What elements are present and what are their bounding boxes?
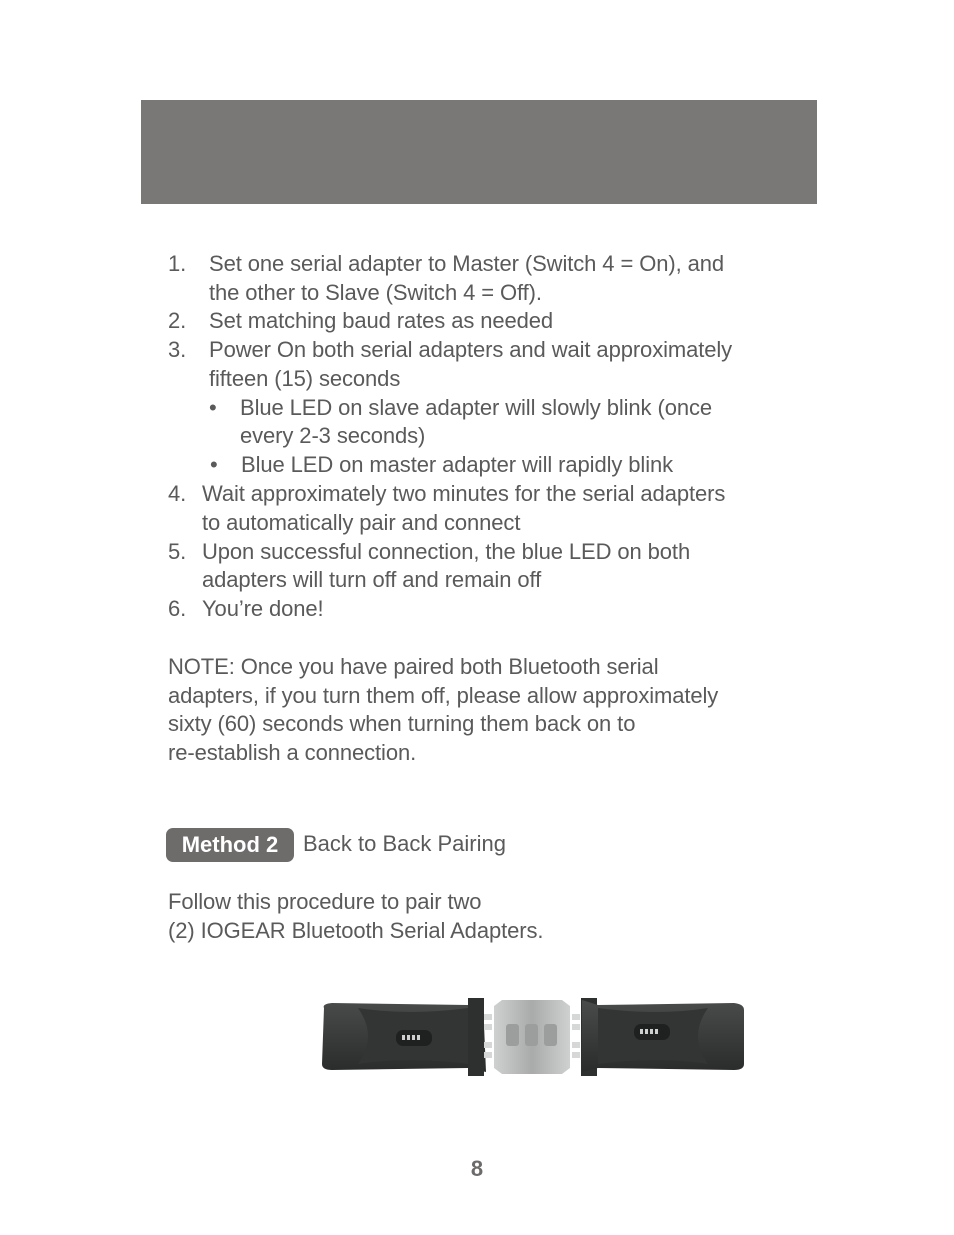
step-number: 3.	[168, 337, 187, 362]
header-bar	[141, 100, 817, 204]
step-text: fifteen (15) seconds	[209, 366, 401, 391]
method-description: (2) IOGEAR Bluetooth Serial Adapters.	[168, 918, 544, 943]
note-text: re-establish a connection.	[168, 740, 417, 765]
step-text: the other to Slave (Switch 4 = Off).	[209, 280, 542, 305]
method-badge: Method 2	[166, 828, 294, 862]
step-text: to automatically pair and connect	[202, 510, 521, 535]
step-text: adapters will turn off and remain off	[202, 567, 542, 592]
step-number: 1.	[168, 251, 187, 276]
step-text: Set matching baud rates as needed	[209, 308, 554, 333]
step-number: 2.	[168, 308, 187, 333]
method-title: Back to Back Pairing	[303, 831, 506, 856]
bullet-text: every 2-3 seconds)	[240, 423, 426, 448]
method-description: Follow this procedure to pair two	[168, 889, 482, 914]
step-text: Power On both serial adapters and wait approximately	[209, 337, 733, 362]
note-text: sixty (60) seconds when turning them back on to	[168, 711, 636, 736]
step-text: Set one serial adapter to Master (Switch 4 = On), and	[209, 251, 725, 276]
bullet-icon: •	[209, 395, 217, 420]
bullet-text: Blue LED on master adapter will rapidly blink	[241, 452, 674, 477]
page-number: 8	[470, 1156, 484, 1181]
note-text: NOTE: Once you have paired both Bluetooth serial	[168, 654, 659, 679]
step-text: Upon successful connection, the blue LED on both	[202, 539, 691, 564]
note-text: adapters, if you turn them off, please allow approximately	[168, 683, 719, 708]
serial-adapters-icon	[318, 994, 748, 1078]
step-number: 4.	[168, 481, 187, 506]
step-number: 5.	[168, 539, 187, 564]
bullet-icon: •	[210, 452, 218, 477]
step-number: 6.	[168, 596, 187, 621]
serial-adapters-illustration	[318, 994, 748, 1083]
step-text: You’re done!	[202, 596, 324, 621]
bullet-text: Blue LED on slave adapter will slowly blink (once	[240, 395, 712, 420]
step-text: Wait approximately two minutes for the serial adapters	[202, 481, 726, 506]
